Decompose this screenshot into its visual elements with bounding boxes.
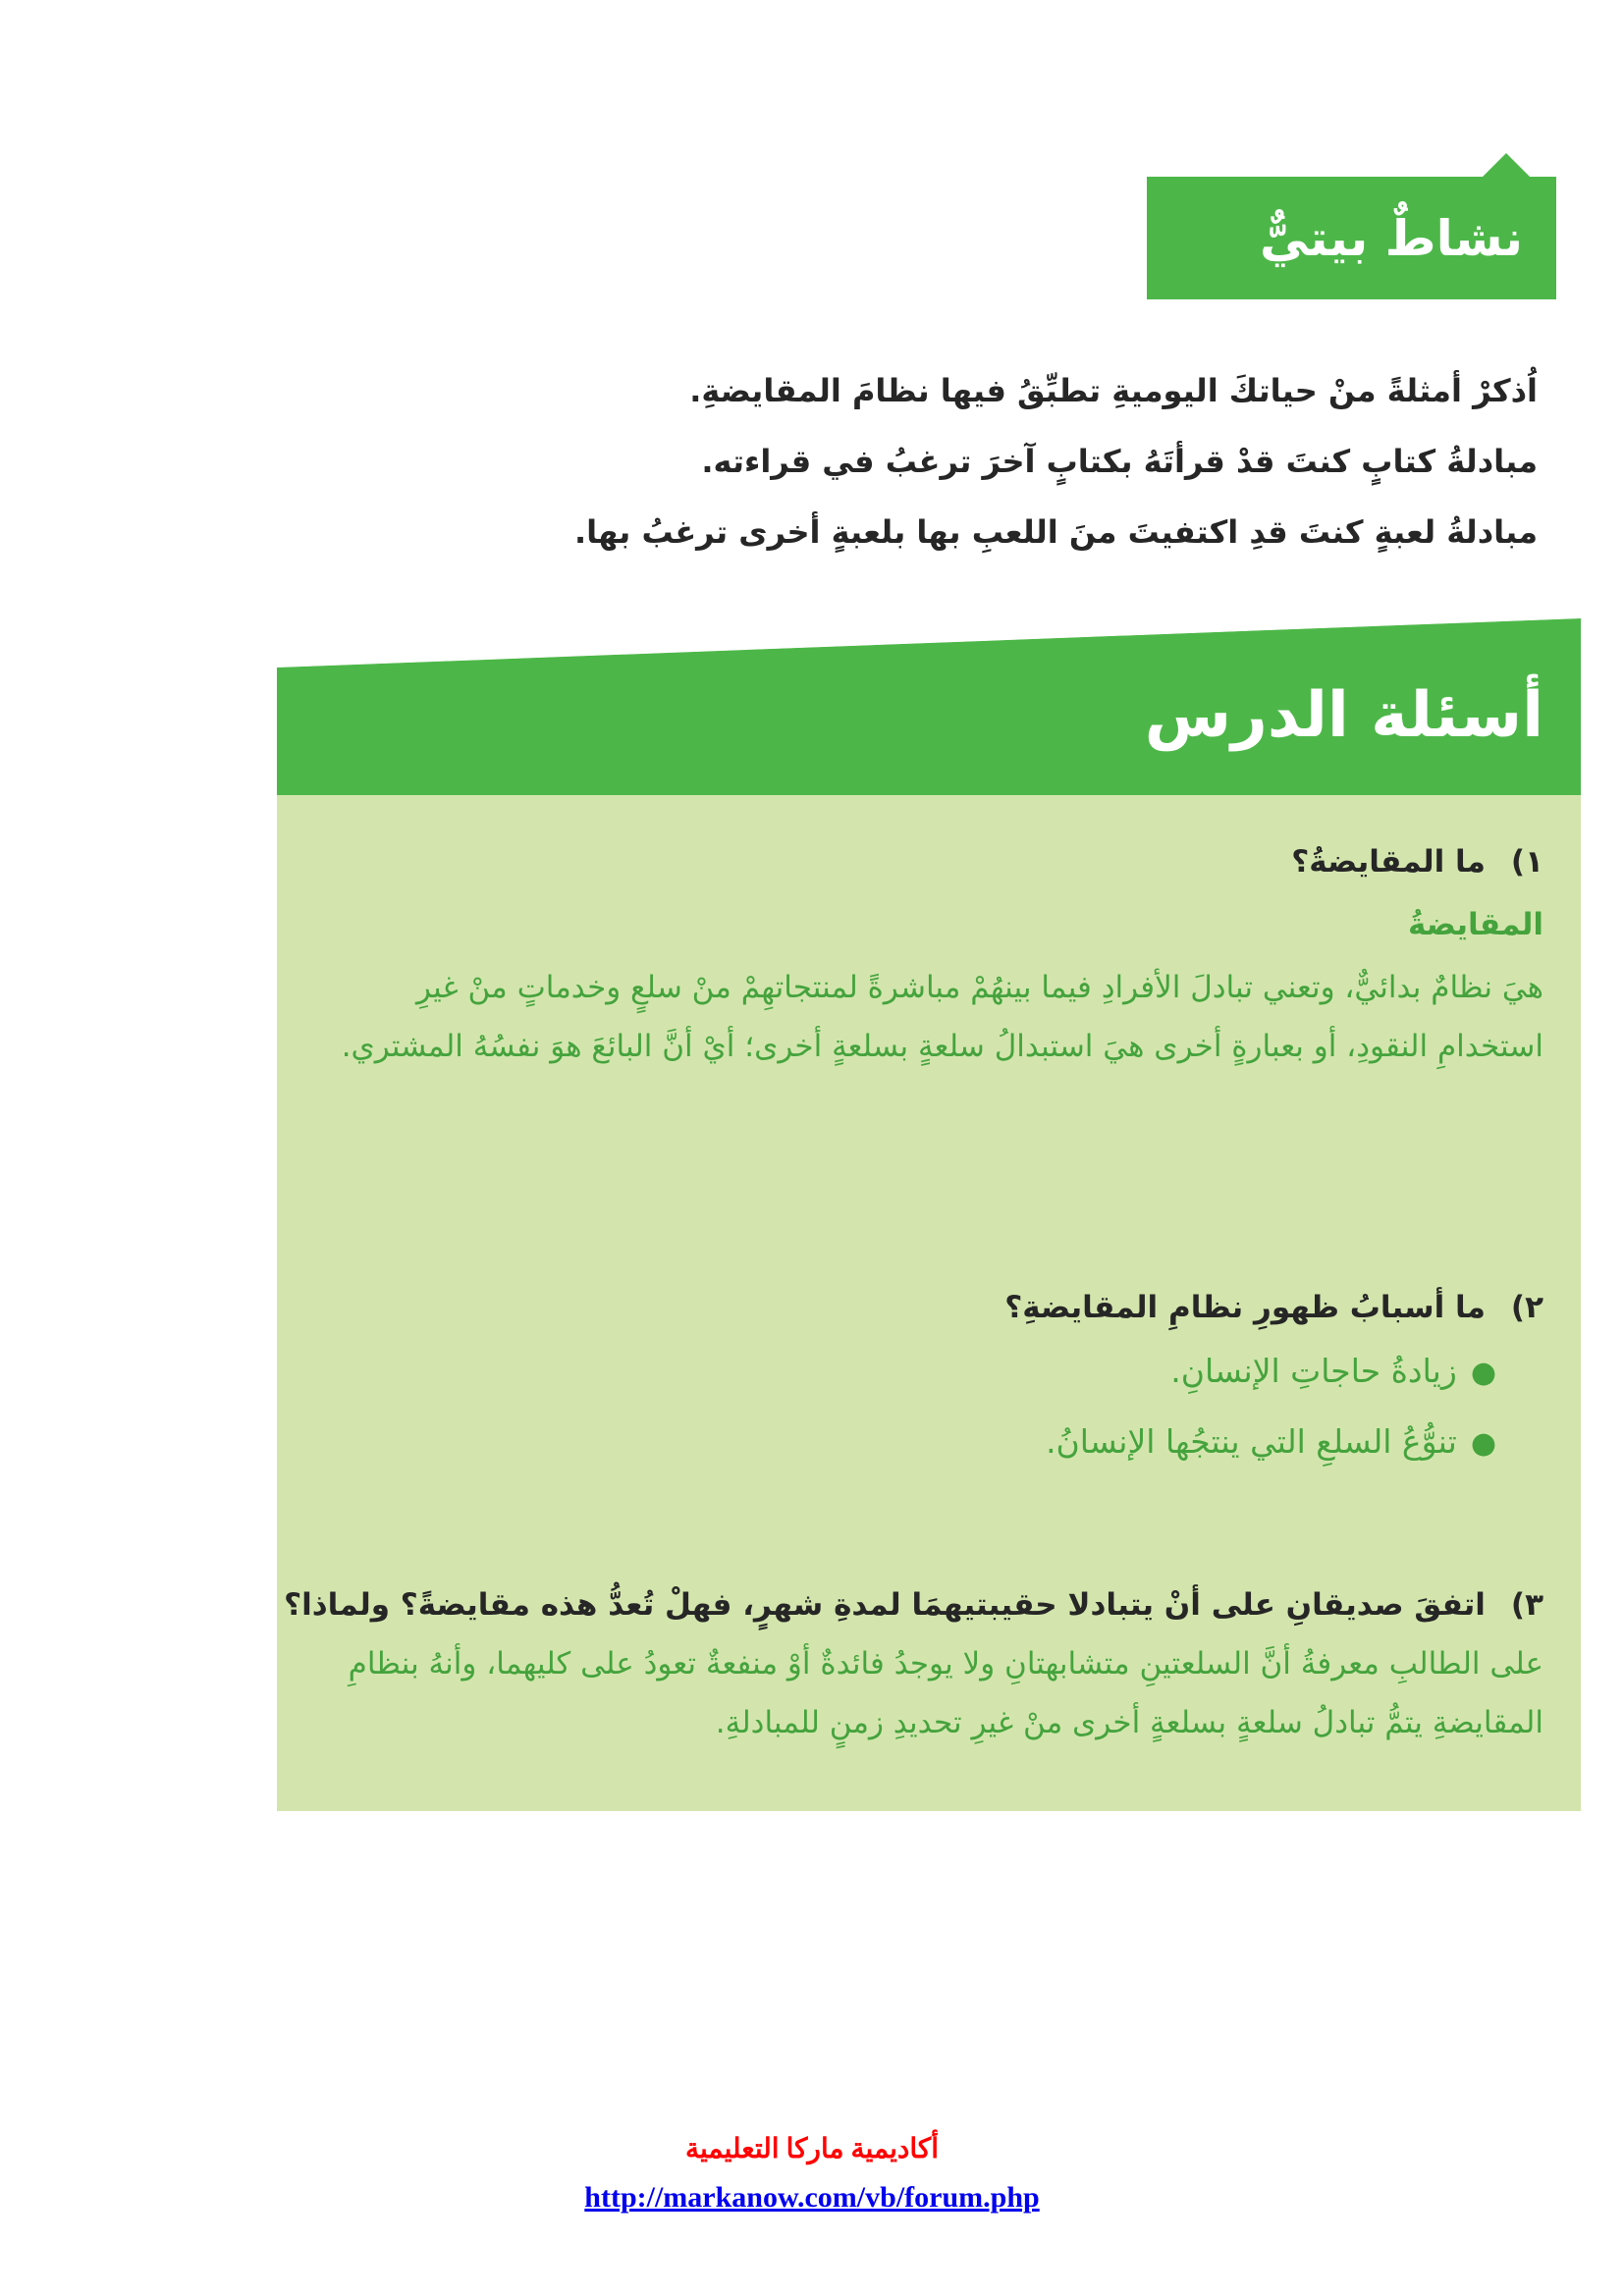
bullet-dot-icon: ●	[1470, 1356, 1496, 1390]
answer-label: المقايضةُ	[1408, 907, 1543, 942]
question-number: ٣)	[1510, 1587, 1543, 1623]
home-activity-line: اُذكرْ أمثلةً منْ حياتكَ اليوميةِ تطبِّقُ فيها نظامَ المقايضةِ.	[689, 372, 1538, 409]
question-title	[284, 1575, 1543, 1634]
answer-text: هيَ نظامٌ بدائيٌّ، وتعني تبادلَ الأفرادِ فيما بينهُمْ مباشرةً لمنتجاتهِمْ منْ سلعٍ وخدماتٍ منْ غيرِ استخدامِ النقودِ، أو بعبارةٍ أخرى هيَ استبدالُ سلعةٍ بسلعةٍ أخرى؛ أيْ أنَّ البائعَ هوَ نفسُهُ المشتري.	[341, 970, 1543, 1064]
answer-bullet: ●تنوُّعُ السلعِ التي ينتجُها الإنسانُ.	[1046, 1422, 1496, 1461]
answer-bullet: ●زيادةُ حاجاتِ الإنسانِ.	[1170, 1352, 1496, 1390]
home-activity-title: نشاطٌ بيتيٌّ	[1260, 209, 1523, 267]
question-3	[284, 1575, 1543, 1752]
question-text: اتفقَ صديقانِ على أنْ يتبادلا حقيبتيهمَا لمدةِ شهرٍ، فهلْ تُعدُّ هذه مقايضةً؟ ولماذا؟	[284, 1587, 1486, 1623]
footer-academy-name: أكاديمية ماركا التعليمية	[684, 2134, 940, 2164]
footer-forum-link[interactable]: http://markanow.com/vb/forum.php	[584, 2181, 1040, 2214]
question-title	[314, 1278, 1543, 1337]
question-2	[314, 1278, 1543, 1478]
home-activity-line: مبادلةُ لعبةٍ كنتَ قدِ اكتفيتَ منَ اللعبِ بها بلعبةٍ أخرى ترغبُ بها.	[573, 513, 1538, 551]
answer-bullet-list	[314, 1337, 1543, 1478]
question-text: ما المقايضةُ؟	[1291, 844, 1486, 880]
lesson-questions-panel	[277, 618, 1581, 1811]
lesson-title: أسئلة الدرس	[1144, 679, 1543, 752]
activity-badge-notch	[1481, 153, 1532, 179]
question-1	[314, 832, 1543, 1076]
question-number: ٢)	[1510, 1290, 1543, 1325]
bullet-dot-icon: ●	[1470, 1426, 1496, 1461]
question-title	[314, 832, 1543, 891]
question-number: ١)	[1510, 844, 1543, 880]
question-text: ما أسبابُ ظهورِ نظامِ المقايضةِ؟	[1004, 1290, 1486, 1325]
home-activity-badge	[1147, 177, 1556, 299]
home-activity-line: مبادلةُ كتابٍ كنتَ قدْ قرأتَهُ بكتابٍ آخرَ ترغبُ في قراءته.	[701, 443, 1538, 480]
home-activity-list	[573, 355, 1538, 567]
answer-text: على الطالبِ معرفةُ أنَّ السلعتينِ متشابهتانِ ولا يوجدُ فائدةٌ أوْ منفعةٌ تعودُ على كليهما، وأنهُ بنظامِ المقايضةِ يتمُّ تبادلُ سلعةٍ بسلعةٍ أخرى منْ غيرِ تحديدِ زمنٍ للمبادلةِ.	[348, 1646, 1543, 1740]
